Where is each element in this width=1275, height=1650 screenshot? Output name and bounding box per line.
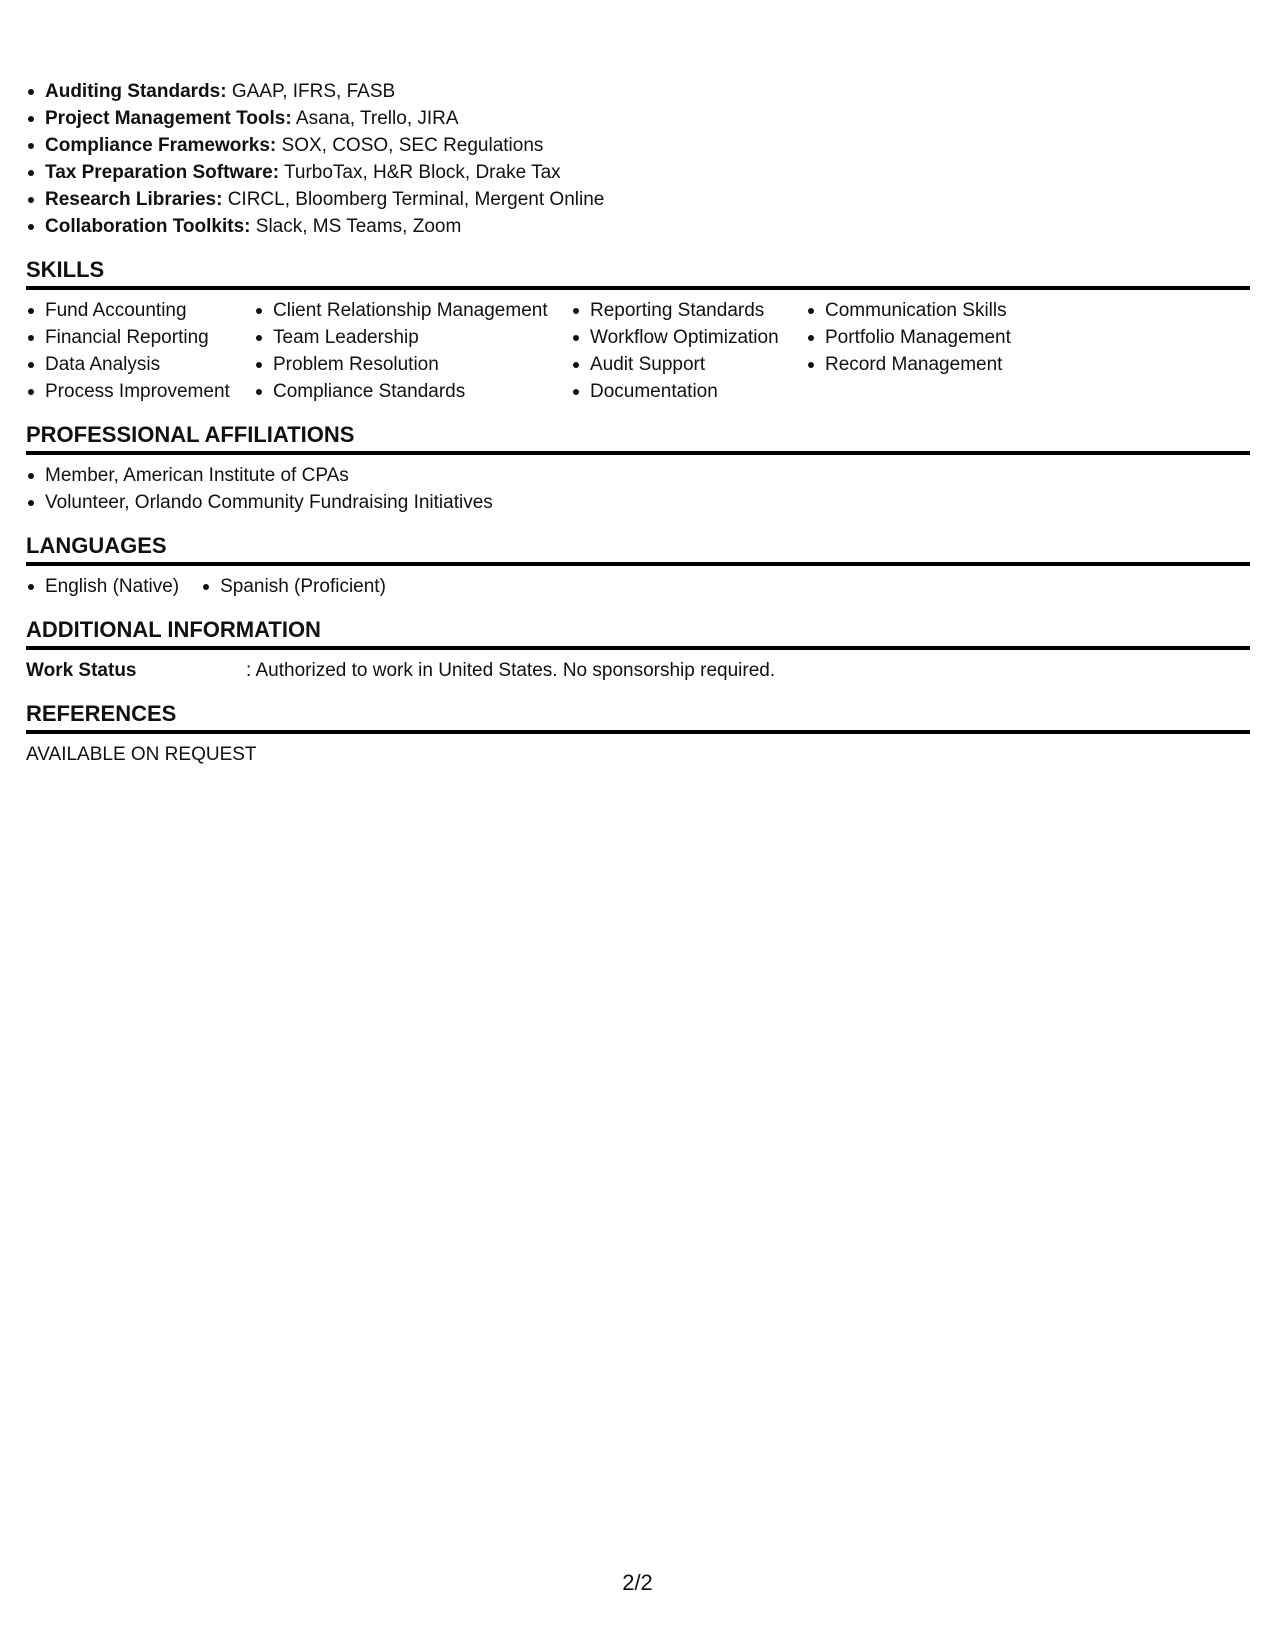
affiliations-list xyxy=(26,455,1250,516)
skill-item: Communication Skills xyxy=(806,297,1066,324)
tool-value: Asana, Trello, JIRA xyxy=(295,108,459,129)
languages-list xyxy=(26,566,1250,600)
work-status-row xyxy=(26,650,1250,684)
tool-value: GAAP, IFRS, FASB xyxy=(231,81,396,102)
skill-item: Workflow Optimization xyxy=(571,324,806,351)
work-status-value: : Authorized to work in United States. No sponsorship required. xyxy=(246,660,776,681)
references-section xyxy=(26,700,1250,768)
skill-item: Record Management xyxy=(806,351,1066,378)
section-title-references: REFERENCES xyxy=(26,700,1250,734)
section-title-affiliations: PROFESSIONAL AFFILIATIONS xyxy=(26,421,1250,455)
skill-item: Audit Support xyxy=(571,351,806,378)
tool-value: CIRCL, Bloomberg Terminal, Mergent Online xyxy=(227,189,605,210)
tool-label: Research Libraries: xyxy=(45,189,223,210)
tool-label: Tax Preparation Software: xyxy=(45,162,280,183)
list-item xyxy=(26,186,1250,213)
additional-info-section xyxy=(26,616,1250,684)
list-item xyxy=(26,159,1250,186)
affiliation-item: Volunteer, Orlando Community Fundraising Initiatives xyxy=(26,489,1250,516)
list-item xyxy=(26,78,1250,105)
language-item: Spanish (Proficient) xyxy=(201,573,386,600)
skill-item: Documentation xyxy=(571,378,806,405)
skills-column-4 xyxy=(806,297,1066,405)
skills-column-3 xyxy=(571,297,806,405)
tool-label: Collaboration Toolkits: xyxy=(45,216,251,237)
tool-value: TurboTax, H&R Block, Drake Tax xyxy=(283,162,561,183)
resume-page xyxy=(26,78,1250,768)
skills-column-2 xyxy=(254,297,571,405)
skill-item: Reporting Standards xyxy=(571,297,806,324)
skill-item: Team Leadership xyxy=(254,324,571,351)
skill-item: Problem Resolution xyxy=(254,351,571,378)
skills-grid xyxy=(26,290,1250,405)
list-item xyxy=(26,213,1250,240)
tools-list xyxy=(26,78,1250,240)
skill-item: Process Improvement xyxy=(26,378,254,405)
work-status-label: Work Status xyxy=(26,660,137,681)
languages-section xyxy=(26,532,1250,600)
tool-label: Project Management Tools: xyxy=(45,108,292,129)
section-title-languages: LANGUAGES xyxy=(26,532,1250,566)
affiliations-section xyxy=(26,421,1250,516)
references-text: AVAILABLE ON REQUEST xyxy=(26,744,257,765)
skill-item: Compliance Standards xyxy=(254,378,571,405)
list-item xyxy=(26,105,1250,132)
skill-item: Fund Accounting xyxy=(26,297,254,324)
skill-item: Portfolio Management xyxy=(806,324,1066,351)
list-item xyxy=(26,132,1250,159)
tool-value: SOX, COSO, SEC Regulations xyxy=(281,135,544,156)
language-item: English (Native) xyxy=(26,573,179,600)
page-number: 2/2 xyxy=(622,1570,653,1595)
tool-label: Auditing Standards: xyxy=(45,81,227,102)
skill-item: Client Relationship Management xyxy=(254,297,571,324)
tool-label: Compliance Frameworks: xyxy=(45,135,277,156)
tool-value: Slack, MS Teams, Zoom xyxy=(255,216,462,237)
skills-column-1 xyxy=(26,297,254,405)
skill-item: Data Analysis xyxy=(26,351,254,378)
section-title-skills: SKILLS xyxy=(26,256,1250,290)
section-title-additional-info: ADDITIONAL INFORMATION xyxy=(26,616,1250,650)
affiliation-item: Member, American Institute of CPAs xyxy=(26,462,1250,489)
skill-item: Financial Reporting xyxy=(26,324,254,351)
skills-section xyxy=(26,256,1250,405)
